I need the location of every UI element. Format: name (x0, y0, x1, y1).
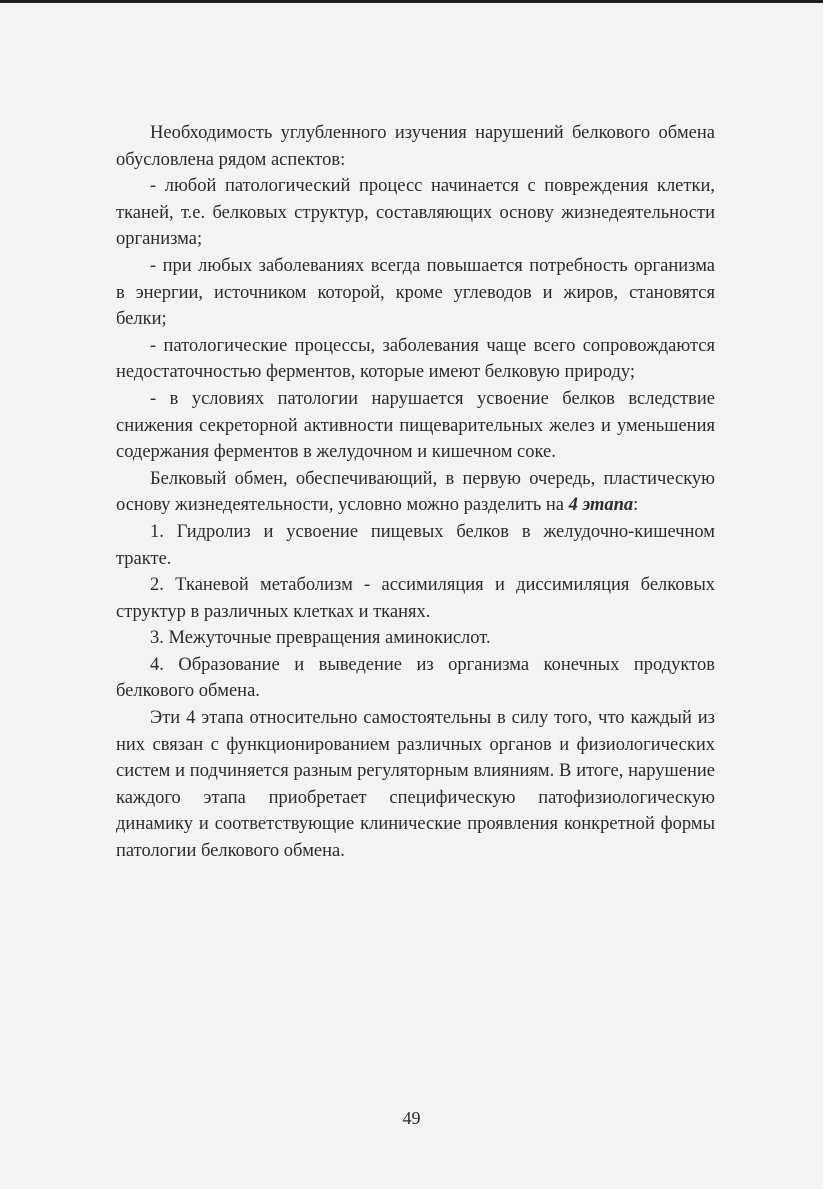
stage-2: 2. Тканевой метаболизм - ассимиляция и диссимиляция белковых структур в различных клетках и тканях. (116, 575, 715, 622)
stages-emphasis: 4 этапа (568, 495, 634, 516)
scan-edge (0, 0, 823, 3)
stage-4: 4. Образование и выведение из организма конечных продуктов белкового обмена. (116, 654, 715, 702)
page-number: 49 (402, 1108, 421, 1128)
paragraph-stages-intro (116, 466, 715, 519)
paragraph-aspect-4: - в условиях патологии нарушается усвоение белков вследствие снижения секреторной активности пищеварительных желез и уменьшения содержания ферментов в желудочном и кишечном соке. (116, 388, 715, 463)
body-text (116, 120, 715, 865)
stage-3: 3. Межуточные превращения аминокислот. (150, 628, 491, 649)
stages-intro-colon: : (633, 495, 639, 516)
paragraph-aspect-2: - при любых заболеваниях всегда повышается потребность организма в энергии, источником которой, кроме углеводов и жиров, становятся белки; (116, 255, 715, 330)
paragraph-aspect-1: - любой патологический процесс начинается с повреждения клетки, тканей, т.е. белковых структур, составляющих основу жизнедеятельности организма; (116, 176, 715, 250)
stage-1: 1. Гидролиз и усвоение пищевых белков в желудочно-кишечном тракте. (116, 521, 715, 569)
paragraph-aspect-3: - патологические процессы, заболевания чаще всего сопровождаются недостаточностью ферментов, которые имеют белковую природу; (116, 335, 715, 383)
paragraph-conclusion: Эти 4 этапа относительно самостоятельны в силу того, что каждый из них связан с функционированием различных органов и физиологических систем и подчиняется разным регуляторным влияниям. В итоге, нарушение каждого этапа приобретает специфическую патофизиологическую динамику и соответствующие клинические проявления конкретной формы патологии белкового обмена. (116, 708, 715, 862)
paragraph-intro: Необходимость углубленного изучения нарушений белкового обмена обусловлена рядом аспектов: (116, 123, 715, 170)
stages-intro-text: Белковый обмен, обеспечивающий, в первую очередь, пластическую основу жизнедеятельности, условно можно разделить на (116, 468, 715, 516)
